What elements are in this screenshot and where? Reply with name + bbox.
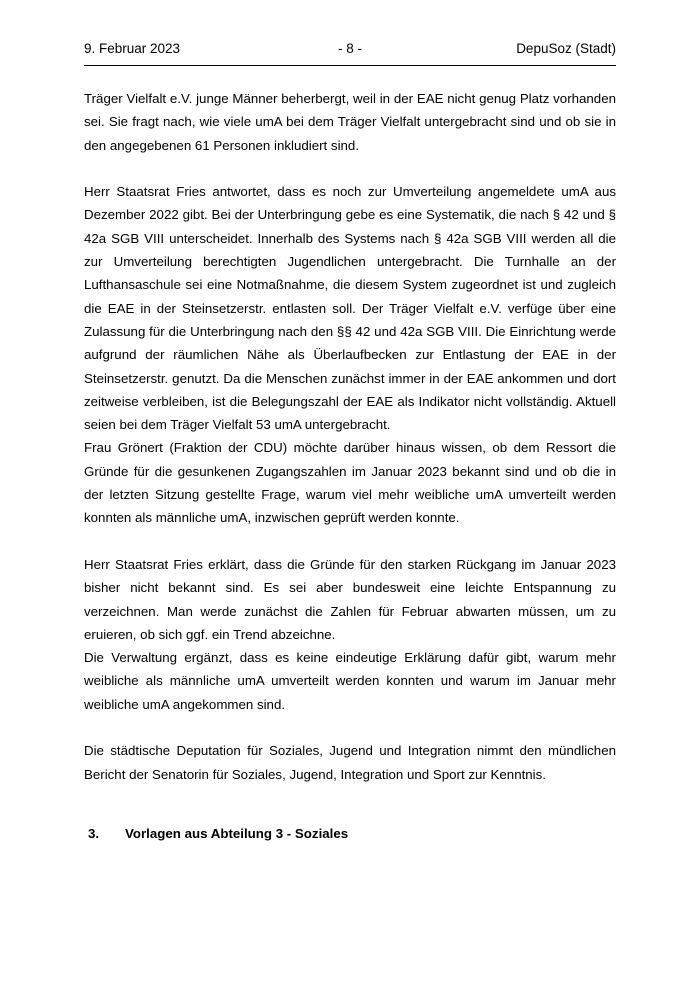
paragraph-fries-answer: Herr Staatsrat Fries antwortet, dass es noch zur Umverteilung angemeldete umA aus Dezember 2022 gibt. Bei der Unterbringung gebe es eine Systematik, die nach § 42 und § 42a SGB VIII unterscheidet. Innerhalb des Systems nach § 42a SGB VIII werden all die zur Umverteilung berechtigten Jugendlichen untergebracht. Die Turnhalle an der Lufthansaschule sei eine Notmaßnahme, die diesem System zugeordnet ist und zugleich die EAE in der Steinsetzerstr. entlasten soll. Der Träger Vielfalt e.V. verfüge über eine Zulassung für die Unterbringung nach den §§ 42 und 42a SGB VIII. Die Einrichtung werde aufgrund der räumlichen Nähe als Überlaufbecken zur Entlastung der EAE in der Steinsetzerstr. genutzt. Da die Menschen zunächst immer in der EAE ankommen und dort zeitweise verbleiben, ist die Belegungszahl der EAE als Indikator nicht vollständig. Aktuell seien bei dem Träger Vielfalt 53 umA untergebracht.	[84, 184, 616, 433]
document-body	[84, 87, 616, 786]
section-title: Vorlagen aus Abteilung 3 - Soziales	[125, 826, 349, 841]
paragraph-gap	[84, 716, 616, 739]
header-date: 9. Februar 2023	[84, 41, 181, 56]
paragraph-vielfalt-question: Träger Vielfalt e.V. junge Männer beherbergt, weil in der EAE nicht genug Platz vorhanden sei. Sie fragt nach, wie viele umA bei dem Träger Vielfalt untergebracht sind und ob sie in den angegebenen 61 Personen inkludiert sind.	[84, 91, 616, 153]
header-divider	[84, 65, 616, 66]
page-header	[84, 40, 616, 60]
section-number: 3.	[88, 826, 100, 841]
paragraph-fries-explanation: Herr Staatsrat Fries erklärt, dass die Gründe für den starken Rückgang im Januar 2023 bisher nicht bekannt sind. Es sei aber bundesweit eine leichte Entspannung zu verzeichnen. Man werde zunächst die Zahlen für Februar abwarten müssen, um zu eruieren, ob sich ggf. ein Trend abzeichne.	[84, 556, 616, 642]
header-document-id: DepuSoz (Stadt)	[516, 41, 616, 56]
section-heading	[88, 824, 348, 844]
paragraph-deputation-resolution: Die städtische Deputation für Soziales, Jugend und Integration nimmt den mündlichen Bericht der Senatorin für Soziales, Jugend, Integration und Sport zur Kenntnis.	[84, 743, 616, 782]
header-page-number: - 8 -	[337, 41, 362, 56]
paragraph-gap	[84, 530, 616, 553]
paragraph-groenert-question: Frau Grönert (Fraktion der CDU) möchte darüber hinaus wissen, ob dem Ressort die Gründe für die gesunkenen Zugangszahlen im Januar 2023 bekannt sind und ob die in der letzten Sitzung gestellte Frage, warum viel mehr weibliche umA umverteilt werden konnten als männliche umA, inzwischen geprüft werden konnte.	[84, 440, 616, 526]
paragraph-gap	[84, 157, 616, 180]
paragraph-administration-addition: Die Verwaltung ergänzt, dass es keine eindeutige Erklärung dafür gibt, warum mehr weibliche als männliche umA umverteilt werden konnten und warum im Januar mehr weibliche umA angekommen sind.	[84, 650, 616, 712]
